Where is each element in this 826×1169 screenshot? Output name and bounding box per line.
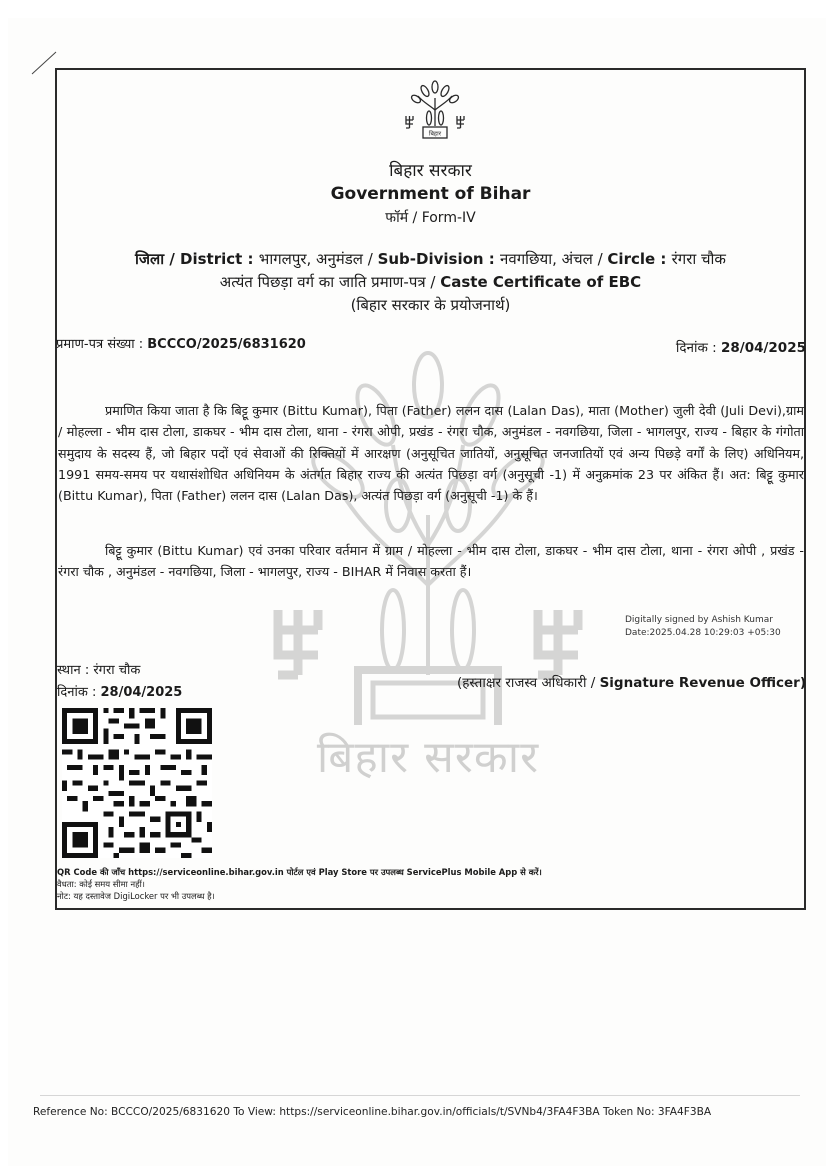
issue-date-value: 28/04/2025 <box>720 340 806 356</box>
govt-hindi-heading: बिहार सरकार <box>389 161 472 181</box>
place-date-label: दिनांक : <box>57 685 101 700</box>
qr-note-digilocker: नोट: यह दस्तावेज DigiLocker पर भी उपलब्ध है। <box>57 891 215 901</box>
district-value: भागलपुर, अनुमंडल / <box>258 250 378 268</box>
certificate-number-label: प्रमाण-पत्र संख्या : <box>56 337 148 352</box>
circle-value: रंगरा चौक <box>671 250 726 268</box>
signature-officer <box>457 673 806 691</box>
qr-notes <box>57 866 542 902</box>
subdivision-value: नवगछिया, अंचल / <box>500 250 608 268</box>
watermark-text: बिहार सरकार <box>316 732 540 783</box>
govt-english-heading: Government of Bihar <box>330 184 531 204</box>
certificate-paragraph-2: बिट्टू कुमार (Bittu Kumar) एवं उनका परिवार वर्तमान में ग्राम / मोहल्ला - भीम दास टोला, डाकघर - भीम दास टोला, थाना - रंगरा ओपी , प्रखंड - रंगरा चौक , अनुमंडल - नवगछिया, जिला - भागलपुर, राज्य - BIHAR में निवास करता हैं। <box>58 543 804 580</box>
digital-signature <box>625 614 781 640</box>
title-english: Caste Certificate of EBC <box>440 273 642 291</box>
qr-code-icon[interactable] <box>62 708 212 858</box>
digital-signature-signer: Digitally signed by Ashish Kumar <box>625 615 773 625</box>
certificate-number-value: BCCCO/2025/6831620 <box>147 337 306 352</box>
certificate-number <box>56 334 306 352</box>
form-label: फॉर्म / Form-IV <box>385 210 476 226</box>
certificate-title <box>55 272 806 292</box>
location-line <box>55 249 806 269</box>
footer-divider <box>40 1095 800 1096</box>
signature-officer-hindi: (हस्ताक्षर राजस्व अधिकारी / <box>456 675 600 691</box>
qr-note-validity: वैधता: कोई समय सीमा नहीं। <box>57 879 145 889</box>
bodhi-tree-emblem-icon <box>401 80 469 140</box>
qr-note-verify: QR Code की जाँच https://serviceonline.bihar.gov.in पोर्टल एवं Play Store पर उपलब्ध ServicePlus Mobile App से करें। <box>57 867 542 877</box>
place-label: स्थान : <box>57 663 94 678</box>
issue-date-label: दिनांक : <box>675 340 721 356</box>
place-date <box>57 682 182 700</box>
emblem-caption: बिहार <box>428 130 442 138</box>
issue-date <box>676 338 806 356</box>
subdivision-label: Sub-Division : <box>377 250 501 268</box>
circle-label: Circle : <box>607 250 672 268</box>
place-value: रंगरा चौक <box>93 663 141 678</box>
district-label: जिला / District : <box>135 250 259 268</box>
title-hindi: अत्यंत पिछड़ा वर्ग का जाति प्रमाण-पत्र / <box>219 273 441 291</box>
place-date-value: 28/04/2025 <box>100 685 183 700</box>
digital-signature-date: Date:2025.04.28 10:29:03 +05:30 <box>625 628 781 638</box>
footer-reference: Reference No: BCCCO/2025/6831620 To View: https://serviceonline.bihar.gov.in/officials/t/SVNb4/3FA4F3BA Token No: 3FA4F3BA <box>33 1106 712 1118</box>
purpose-line: (बिहार सरकार के प्रयोजनार्थ) <box>350 296 511 314</box>
certificate-paragraph-1: प्रमाणित किया जाता है कि बिट्टू कुमार (Bittu Kumar), पिता (Father) ललन दास (Lalan Das), माता (Mother) जुली देवी (Juli Devi),ग्राम / मोहल्ला - भीम दास टोला, डाकघर - भीम दास टोला, थाना - रंगरा ओपी, प्रखंड - रंगरा चौक, अनुमंडल - नवगछिया, जिला - भागलपुर, राज्य - बिहार के गंगोता समुदाय के सदस्य हैं, जो बिहार पदों एवं सेवाओं की रिक्तियों में आरक्षण (अनुसूचित जातियों, अनुसूचित जनजातियों एवं अन्य पिछड़े वर्गों के लिए) अधिनियम, 1991 समय-समय पर यथासंशोधित अधिनियम के अंतर्गत बिहार राज्य की अत्यंत पिछड़ा वर्ग (अनुसूची -1) में अनुक्रमांक 23 पर अंकित हैं। अत: बिट्टू कुमार (Bittu Kumar), पिता (Father) ललन दास (Lalan Das), अत्यंत पिछड़ा वर्ग (अनुसूची -1) के हैं। <box>58 403 804 504</box>
place <box>57 660 140 678</box>
signature-officer-english: Signature Revenue Officer) <box>599 675 806 691</box>
